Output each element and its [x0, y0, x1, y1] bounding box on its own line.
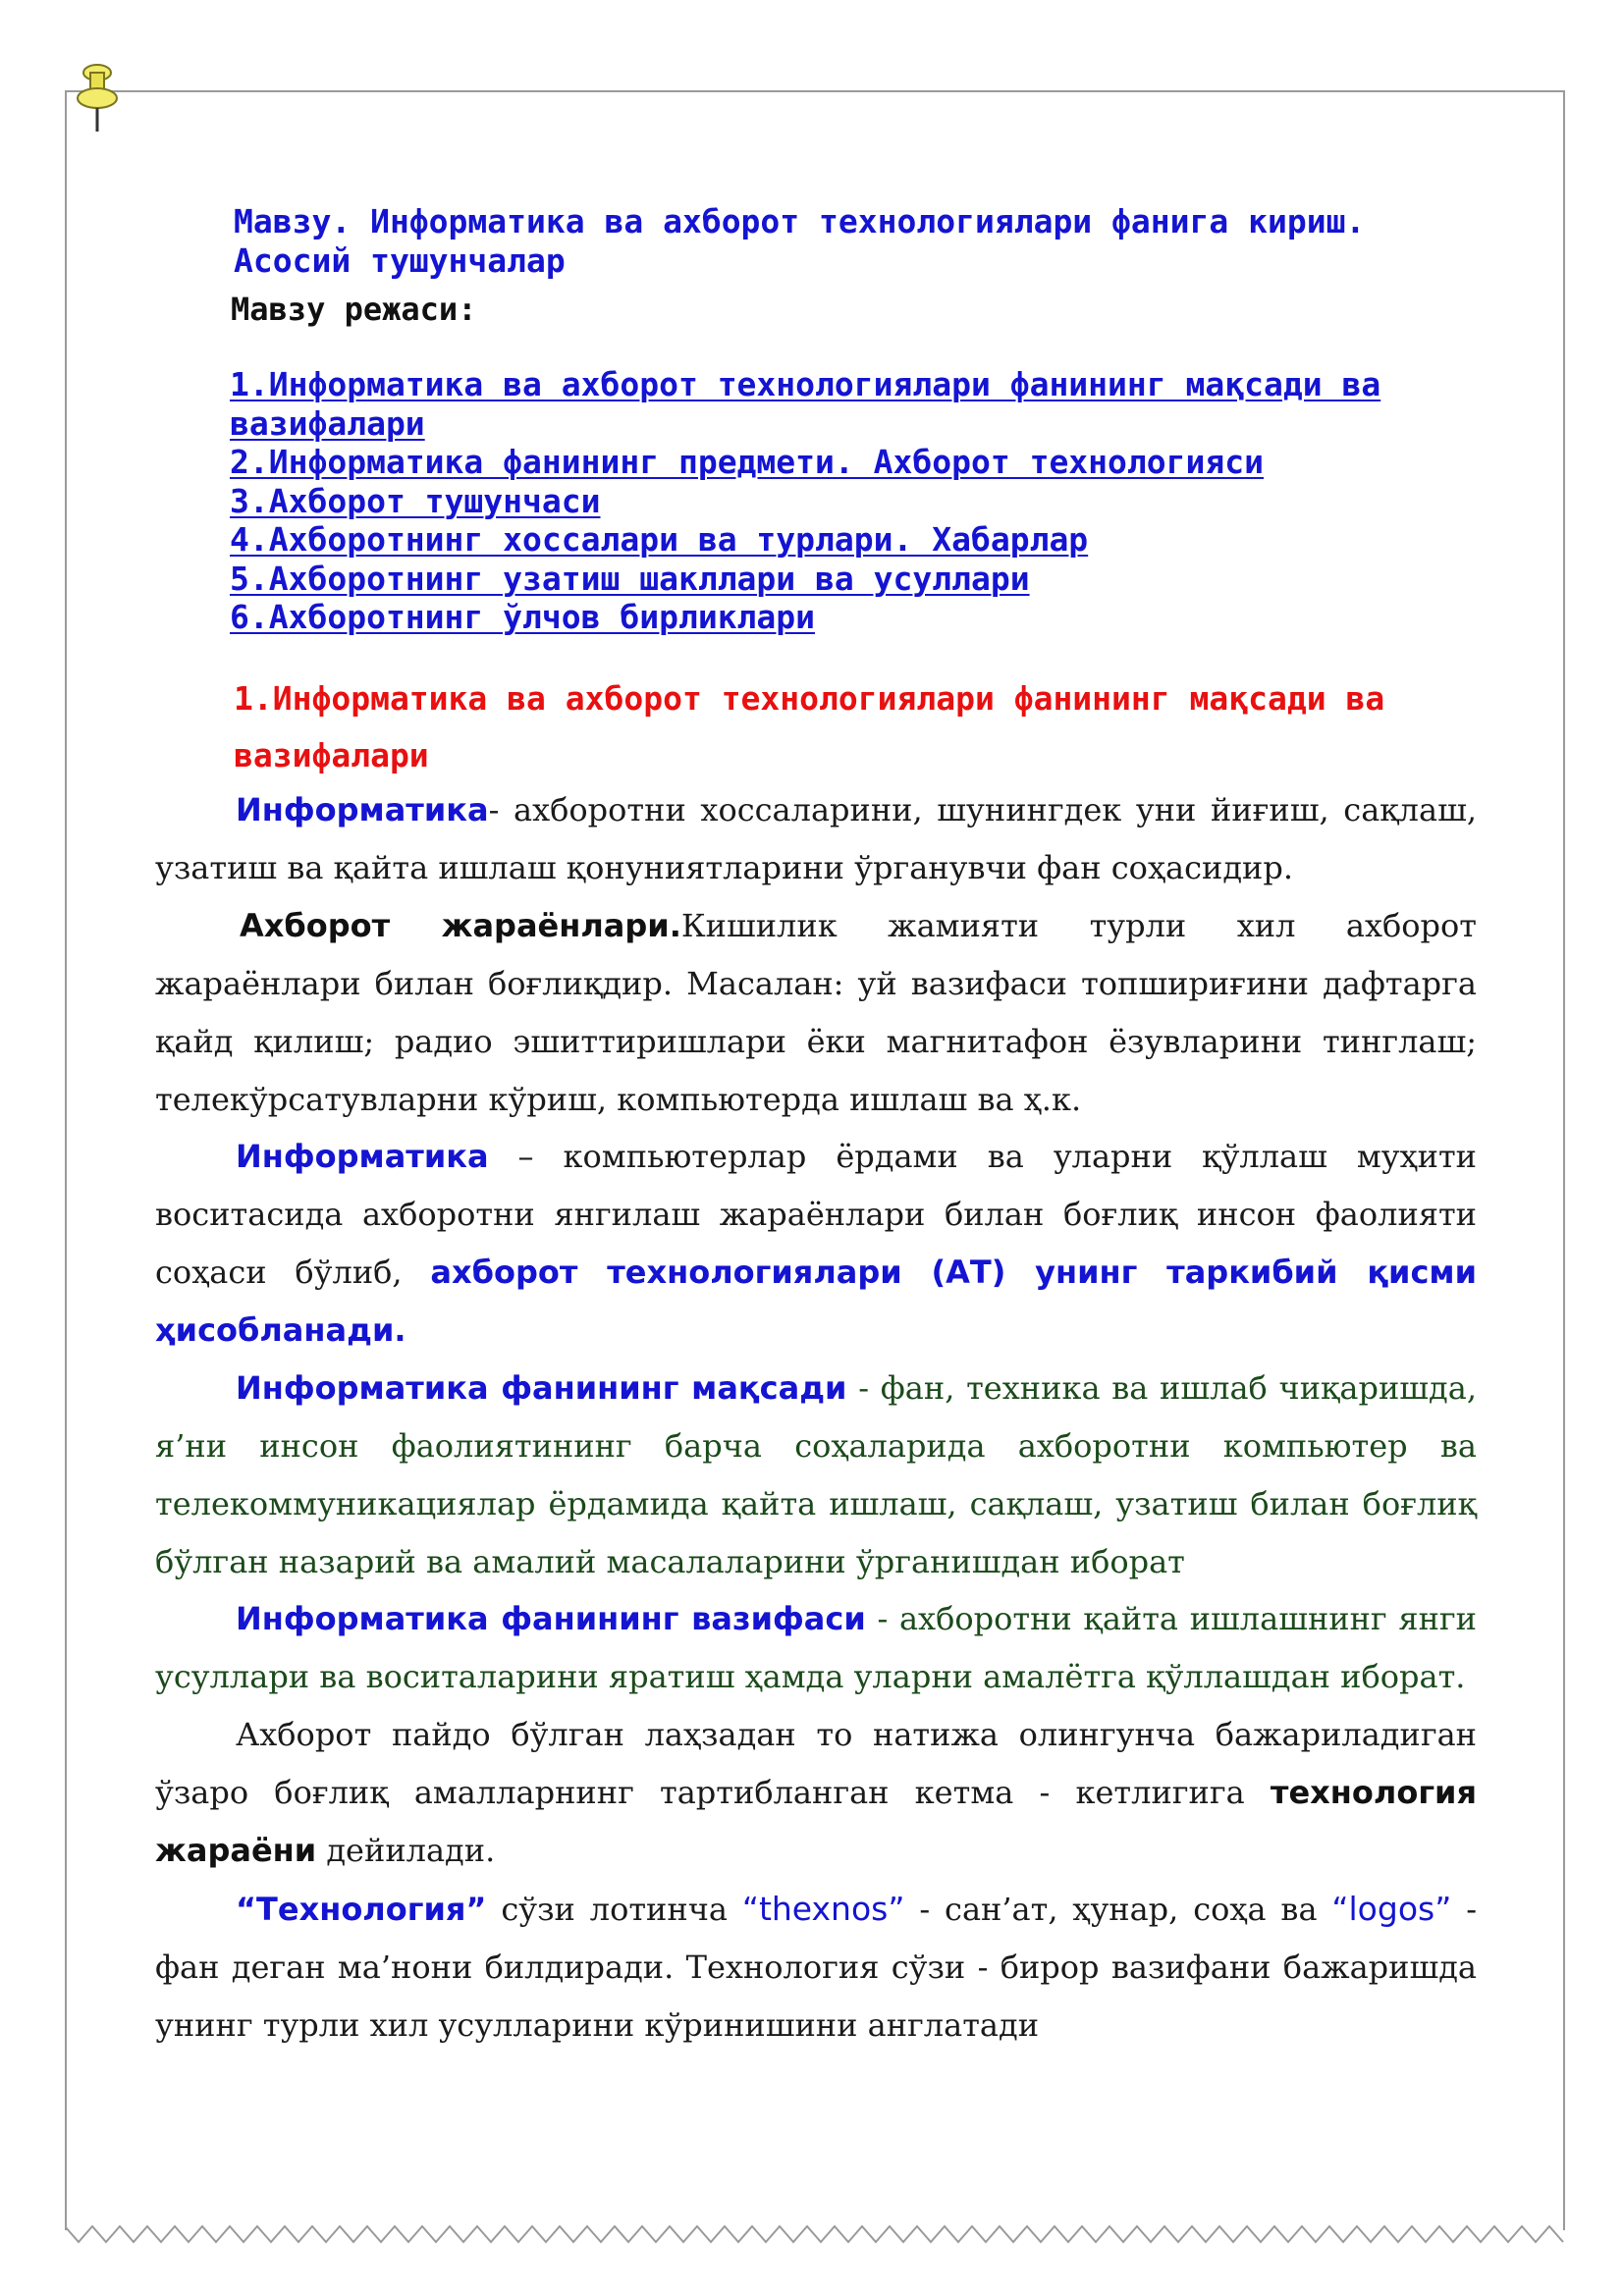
- quote-technology: “Технология”: [236, 1891, 487, 1928]
- paragraph-text: Ахборот пайдо бўлган лаҳзадан то натижа олингунча бажариладиган ўзаро боғлиқ амалларнинг тартибланган кетма - кетлигига: [155, 1716, 1477, 1811]
- highlight-it: ахборот технологиялари (АТ) унинг таркибий қисми ҳисобланади.: [155, 1254, 1478, 1349]
- toc-item-4: [230, 520, 1496, 560]
- paragraph-text: - ахборотни хоссаларини, шунингдек уни йиғиш, сақлаш, узатиш ва қайта ишлаш қонуниятларини ўрганувчи фан соҳасидир.: [155, 791, 1477, 886]
- paragraph-text: Кишилик жамияти турли хил ахборот жараёнлари билан боғлиқдир. Масалан: уй вазифаси топшириғини дафтарга қайд қилиш; радио эшиттиришлари ёки магнитафон ёзувларини тинглаш; телекўрсатувларни кўриш, компьютерда ишлаш ва ҳ.к.: [155, 907, 1478, 1118]
- toc-link-1[interactable]: 1.Информатика ва ахборот технологиялари фанининг мақсади ва вазифалари: [230, 365, 1381, 443]
- table-of-contents: [230, 365, 1496, 637]
- term-task: Информатика фанининг вазифаси: [236, 1600, 866, 1637]
- toc-item-5: [230, 560, 1496, 599]
- plan-heading: Мавзу режаси:: [231, 291, 477, 328]
- term-technology-process: технология жараёни: [155, 1774, 1477, 1869]
- paragraph-technology-process: [155, 1706, 1477, 1880]
- page-tear-edge: [65, 2220, 1565, 2250]
- paragraph-tail: дейилади.: [316, 1832, 496, 1869]
- paragraph-technology-word: [155, 1880, 1477, 2055]
- toc-item-6: [230, 598, 1496, 637]
- page-title: Мавзу. Информатика ва ахборот технологиялари фанига кириш. Асосий тушунчалар: [234, 202, 1366, 280]
- paragraph-goal: [155, 1360, 1477, 1591]
- toc-item-2: [230, 443, 1496, 482]
- paragraph-text: - фан, техника ва ишлаб чиқаришда, я’ни инсон фаолиятининг барча соҳаларида ахборотни компьютер ва телекоммуникациялар ёрдамида қайта ишлаш, сақлаш, узатиш билан боғлиқ бўлган назарий ва амалий масалаларини ўрганишдан иборат: [155, 1369, 1478, 1580]
- pushpin-icon: [71, 61, 124, 135]
- term-info-processes: Ахборот жараёнлари.: [240, 907, 681, 944]
- paragraph-text: - фан деган ма’нони билдиради. Технология сўзи - бирор вазифани бажаришда унинг турли хил усулларини кўринишини англатади: [155, 1891, 1478, 2044]
- toc-item-3: [230, 482, 1496, 521]
- term-informatics: Информатика: [236, 791, 489, 828]
- toc-link-4[interactable]: 4.Ахборотнинг хоссалари ва турлари. Хабарлар: [230, 520, 1089, 559]
- term-goal: Информатика фанининг мақсади: [236, 1369, 847, 1407]
- toc-link-3[interactable]: 3.Ахборот тушунчаси: [230, 481, 601, 520]
- paragraph-informatics-field: [155, 1128, 1477, 1360]
- quote-logos: “logos”: [1331, 1890, 1452, 1928]
- paragraph-task: [155, 1590, 1477, 1706]
- term-informatics: Информатика: [236, 1138, 489, 1175]
- toc-item-1: [230, 365, 1496, 443]
- toc-link-5[interactable]: 5.Ахборотнинг узатиш шакллари ва усуллари: [230, 559, 1030, 598]
- paragraph-info-processes: [155, 897, 1477, 1129]
- toc-link-2[interactable]: 2.Информатика фанининг предмети. Ахборот технологияси: [230, 443, 1264, 481]
- paragraph-text: - сан’ат, ҳунар, соҳа ва: [904, 1891, 1332, 1928]
- section-title: 1.Информатика ва ахборот технологиялари фанининг мақсади ва вазифалари: [234, 679, 1385, 774]
- paragraph-text: сўзи лотинча: [486, 1891, 742, 1928]
- paragraph-text: – компьютерлар ёрдами ва уларни қўллаш муҳити воситасида ахборотни янгилаш жараёнлари билан боғлиқ инсон фаолияти соҳаси бўлиб,: [155, 1138, 1477, 1291]
- toc-link-6[interactable]: 6.Ахборотнинг ўлчов бирликлари: [230, 598, 816, 636]
- quote-thexnos: “thexnos”: [741, 1890, 905, 1928]
- paragraph-text: - ахборотни қайта ишлашнинг янги усуллари ва воситаларини яратиш ҳамда уларни амалётга қўллашдан иборат.: [155, 1600, 1477, 1695]
- paragraph-informatics-definition: [155, 781, 1477, 897]
